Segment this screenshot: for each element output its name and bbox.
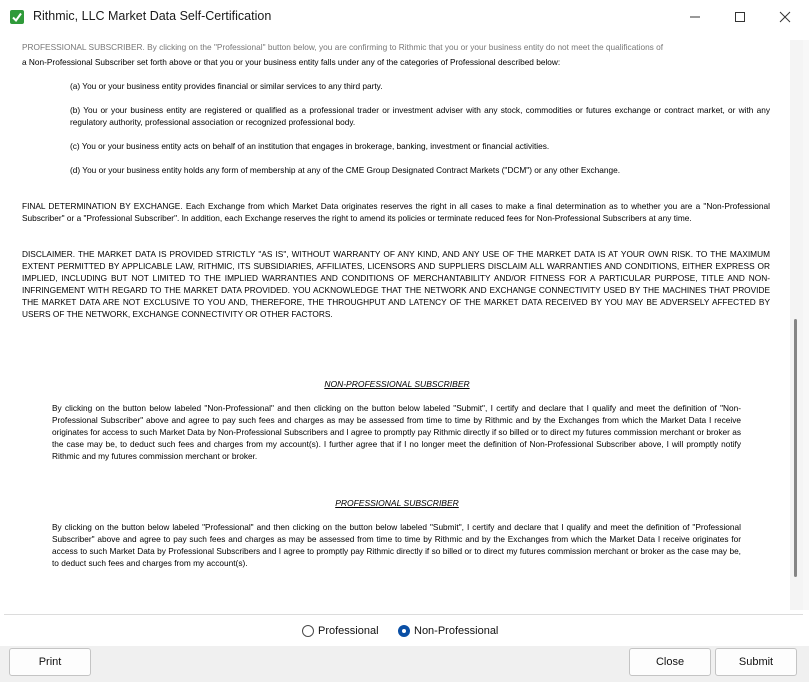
close-window-button[interactable] bbox=[762, 0, 808, 34]
maximize-icon bbox=[734, 11, 746, 23]
disclaimer-paragraph: DISCLAIMER. THE MARKET DATA IS PROVIDED STRICTLY "AS IS", WITHOUT WARRANTY OF ANY KIND, AND ANY USE OF THE MARKET DATA IS AT YOUR OWN RISK. TO THE MAXIMUM EXTENT PERMITTED BY APPLICABLE LAW, RITHMIC, ITS SUBSIDIARIES, AFFILIATES, LICENSORS AND SUPPLIERS DISCLAIM ALL WARRANTIES AND CONDITIONS, EITHER EXPRESS OR IMPLIED, INCLUDING BUT NOT LIMITED TO THE IMPLIED WARRANTIES AND CONDITIONS OF MERCHANTABILITY AND/OR FITNESS FOR A PARTICULAR PURPOSE, TITLE AND NON-INFRINGEMENT WITH REGARD TO THE MARKET DATA PROVIDED. YOU ACKNOWLEDGE THAT THE NETWORK AND EXCHANGE CONNECTIVITY USED BY THE MACHINES THAT PROVIDE THE MARKET DATA ARE NOT EXCLUSIVE TO YOU AND, THEREFORE, THE THROUGHPUT AND LATENCY OF THE MARKET DATA RECEIVED BY YOU MAY BE ADVERSELY AFFECTED BY USERS OF THE NETWORK, EXCHANGE CONNECTIVITY OR OTHER FACTORS. bbox=[22, 249, 770, 319]
print-button[interactable]: Print bbox=[9, 648, 91, 676]
window-title: Rithmic, LLC Market Data Self-Certification bbox=[33, 9, 272, 23]
category-item-a: (a) You or your business entity provides financial or similar services to any third party. bbox=[70, 81, 383, 91]
maximize-button[interactable] bbox=[717, 0, 763, 34]
radio-nonprofessional[interactable] bbox=[398, 623, 498, 639]
document-scrollbar[interactable] bbox=[790, 40, 803, 610]
final-determination-paragraph: FINAL DETERMINATION BY EXCHANGE. Each Exchange from which Market Data originates reserves the right in all cases to make a final determination as to whether you are a "Non-Professional Subscriber" or a "Professional Subscriber". In addition, each Exchange reserves the right to amend its policies or terminate reduced fees for Non-Professional Subscribers at any time. bbox=[22, 201, 770, 223]
radio-nonprofessional-label[interactable]: Non-Professional bbox=[414, 625, 499, 637]
minimize-button[interactable] bbox=[672, 0, 718, 34]
radio-nonprofessional-circle[interactable] bbox=[398, 625, 410, 637]
close-button[interactable]: Close bbox=[629, 648, 711, 676]
subscriber-type-selector bbox=[4, 614, 803, 647]
professional-paragraph: By clicking on the button below labeled "Professional" and then clicking on the button below labeled "Submit", I certify and declare that I qualify and meet the definition of "Professional Subscriber" above and agree to pay such fees and charges as may be assessed from time to time by Rithmic and by the Exchanges from which the Market Data I receive originates for access to such Market Data by Professional Subscribers and I agree to promptly pay Rithmic directly if so billed or to direct my futures commission merchant or broker as the case may be, to deduct such fees and charges from my account(s). bbox=[52, 522, 741, 568]
category-item-d: (d) You or your business entity holds any form of membership at any of the CME Group Designated Contract Markets ("DCM") or any other Exchange. bbox=[70, 165, 621, 175]
scrollbar-thumb[interactable] bbox=[794, 319, 797, 577]
clipped-text-line: PROFESSIONAL SUBSCRIBER. By clicking on the "Professional" button below, you are confirming to Rithmic that you or your business entity do not meet the qualifications of bbox=[22, 42, 664, 52]
nonprofessional-paragraph: By clicking on the button below labeled "Non-Professional" and then clicking on the button below labeled "Submit", I certify and declare that I qualify and meet the definition of "Non-Professional Subscriber" above and agree to pay such fees and charges as may be assessed from time to time by Rithmic and by the Exchanges from which the Market Data I receive originates for access to such Market Data by Non-Professional Subscribers and I agree to promptly pay Rithmic directly if so billed or to direct my futures commission merchant or broker as the case may be, to deduct such fees and charges from my account(s). I further agree that if I no longer meet the definition of Non-Professional Subscriber above, I will promptly notify Rithmic and my futures commission merchant or broker. bbox=[52, 403, 741, 461]
close-icon bbox=[779, 11, 791, 23]
app-icon bbox=[10, 10, 24, 24]
professional-intro: a Non-Professional Subscriber set forth above or that you or your business entity falls under any of the categories of Professional described below: bbox=[22, 57, 561, 67]
category-item-b: (b) You or your business entity are registered or qualified as a professional trader or investment adviser with any stock, commodities or futures exchange or contract market, or with any regulatory authority, professional association or recognized professional body. bbox=[70, 105, 770, 127]
radio-professional-circle[interactable] bbox=[302, 625, 314, 637]
submit-button[interactable]: Submit bbox=[715, 648, 797, 676]
title-bar bbox=[0, 0, 809, 34]
radio-professional[interactable] bbox=[302, 623, 379, 639]
category-item-c: (c) You or your business entity acts on behalf of an institution that engages in brokerage, banking, investment or financial activities. bbox=[70, 141, 550, 151]
radio-professional-label[interactable]: Professional bbox=[318, 625, 379, 637]
professional-heading: PROFESSIONAL SUBSCRIBER bbox=[335, 498, 459, 508]
minimize-icon bbox=[689, 11, 701, 23]
agreement-document bbox=[4, 40, 790, 610]
background-window-edge bbox=[803, 40, 809, 610]
nonprofessional-heading: NON-PROFESSIONAL SUBSCRIBER bbox=[324, 379, 470, 389]
button-bar bbox=[0, 646, 809, 682]
